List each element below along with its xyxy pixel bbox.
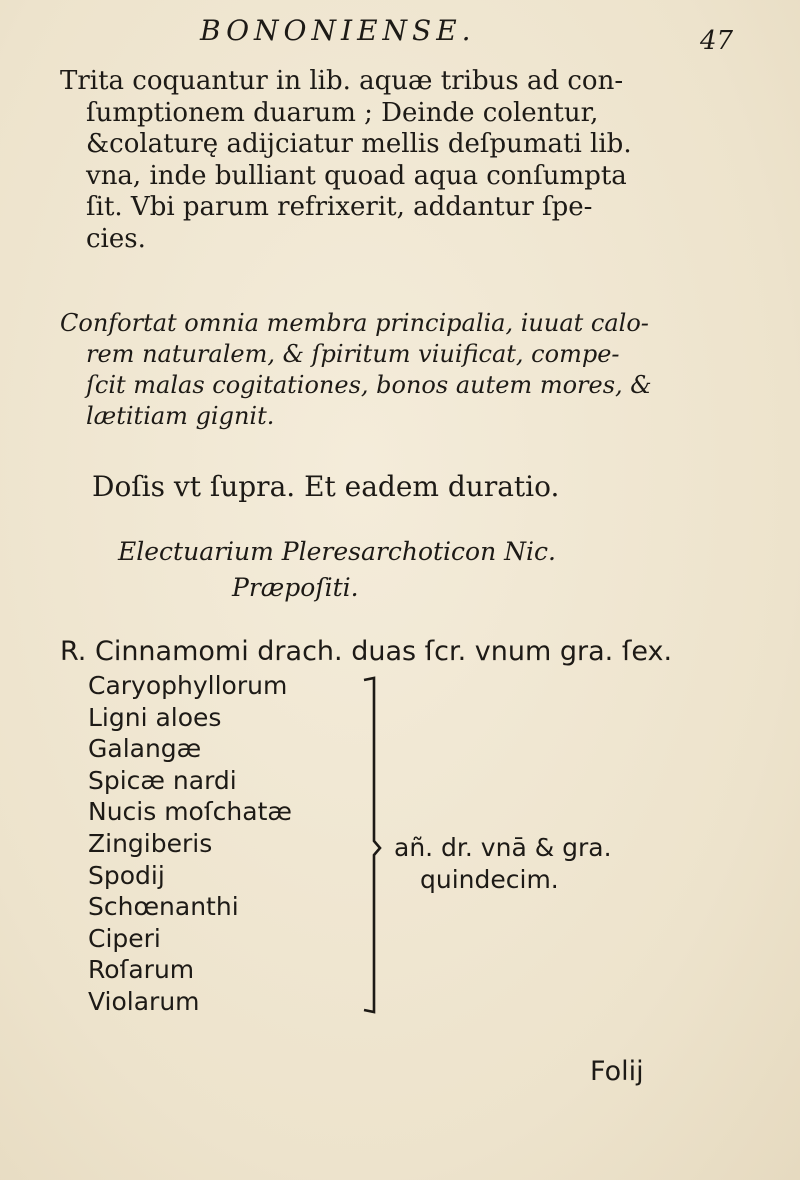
page-number: 47 <box>700 26 734 56</box>
dosage-line: Doſis vt ſupra. Et eadem duratio. <box>92 470 560 503</box>
recipe-title-line-1: Electuarium Pleresarchoticon Nic. <box>118 537 556 566</box>
ingredient: Ligni aloes <box>88 702 222 732</box>
catchword: Folij <box>590 1056 644 1087</box>
running-head: BONONIENSE. <box>200 14 476 47</box>
text-line: Confortat omnia membra principalia, iuuat calo- <box>60 309 649 337</box>
amount-line: añ. dr. vnā & gra. <box>394 833 612 862</box>
ingredient: Galangæ <box>88 734 202 764</box>
ingredient-list <box>88 670 292 1018</box>
dosage-amount <box>394 832 612 896</box>
ingredient: Ciperi <box>88 923 161 953</box>
amount-line: quindecim. <box>420 865 559 894</box>
ingredient: Spicæ nardi <box>88 765 237 795</box>
text-line: ſumptionem duarum ; Deinde colentur, <box>86 97 599 128</box>
ingredient: Violarum <box>88 986 200 1016</box>
ingredient: Nucis moſchatæ <box>88 797 292 827</box>
text-line: vna, inde bulliant quoad aqua conſumpta <box>86 160 627 191</box>
text-line: ſit. Vbi parum refrixerit, addantur ſpe- <box>86 192 593 222</box>
text-line: ſcit malas cogitationes, bonos autem mores, & <box>86 371 652 399</box>
virtues-paragraph <box>60 308 710 432</box>
ingredient: Spodij <box>88 860 165 890</box>
recipe-title-line-2: Præpoſiti. <box>232 573 359 602</box>
text-line: rem naturalem, & ſpiritum viuificat, compe- <box>86 340 620 368</box>
preparation-paragraph <box>60 66 710 255</box>
ingredient: Roſarum <box>88 955 195 985</box>
recipe-first-line: R. Cinnamomi drach. duas ſcr. vnum gra. ſex. <box>60 636 673 667</box>
ingredient: Zingiberis <box>88 828 213 858</box>
text-line: &colaturę adijciatur mellis deſpumati lib. <box>86 129 632 159</box>
text-line: Trita coquantur in lib. aquæ tribus ad con- <box>60 66 624 96</box>
text-line: lætitiam gignit. <box>86 402 275 430</box>
ingredient: Schœnanthi <box>88 892 239 922</box>
text-line: cies. <box>86 223 146 254</box>
curly-brace-icon <box>360 676 390 1016</box>
ingredient: Caryophyllorum <box>88 671 288 700</box>
